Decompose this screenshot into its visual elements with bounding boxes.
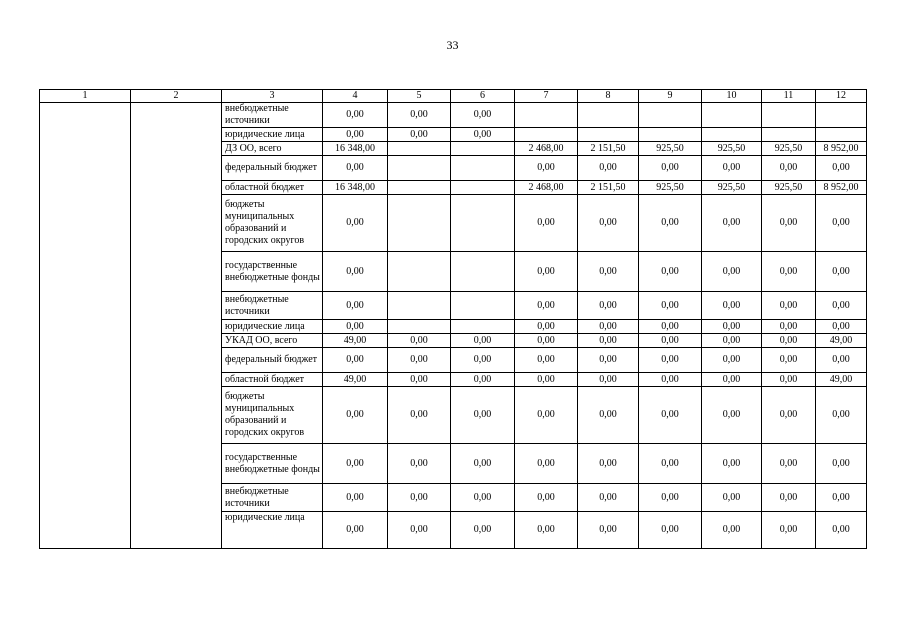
value-cell: 0,00 [323, 195, 388, 252]
value-cell: 0,00 [578, 320, 639, 334]
value-cell: 0,00 [388, 444, 451, 484]
value-cell [451, 181, 515, 195]
value-cell: 8 952,00 [816, 181, 867, 195]
row-label: юридические лица [222, 128, 323, 142]
row-label: юридические лица [222, 320, 323, 334]
value-cell: 2 468,00 [515, 181, 578, 195]
value-cell: 0,00 [639, 484, 702, 512]
row-label: внебюджетные источники [222, 103, 323, 128]
value-cell: 0,00 [816, 387, 867, 444]
value-cell: 0,00 [515, 484, 578, 512]
value-cell: 0,00 [639, 387, 702, 444]
row-label: федеральный бюджет [222, 156, 323, 181]
value-cell: 0,00 [578, 387, 639, 444]
value-cell: 0,00 [762, 387, 816, 444]
value-cell: 0,00 [816, 348, 867, 373]
value-cell: 0,00 [515, 444, 578, 484]
budget-table [39, 89, 867, 549]
value-cell [762, 103, 816, 128]
value-cell: 0,00 [639, 512, 702, 549]
header-cell: 6 [451, 90, 515, 103]
value-cell: 0,00 [323, 444, 388, 484]
value-cell: 0,00 [816, 292, 867, 320]
value-cell: 2 151,50 [578, 142, 639, 156]
value-cell: 0,00 [639, 292, 702, 320]
value-cell: 0,00 [702, 444, 762, 484]
value-cell: 0,00 [578, 156, 639, 181]
value-cell: 0,00 [323, 320, 388, 334]
row-label: бюджеты муниципальных образований и городских округов [222, 387, 323, 444]
value-cell: 0,00 [515, 348, 578, 373]
value-cell: 0,00 [816, 444, 867, 484]
value-cell [388, 181, 451, 195]
value-cell: 0,00 [323, 387, 388, 444]
value-cell: 0,00 [578, 252, 639, 292]
value-cell: 0,00 [515, 320, 578, 334]
value-cell: 0,00 [762, 334, 816, 348]
value-cell: 0,00 [323, 156, 388, 181]
value-cell: 0,00 [702, 252, 762, 292]
value-cell [702, 103, 762, 128]
value-cell: 0,00 [388, 373, 451, 387]
value-cell: 2 468,00 [515, 142, 578, 156]
value-cell: 0,00 [578, 334, 639, 348]
value-cell: 0,00 [388, 334, 451, 348]
column-2-cell [131, 103, 222, 549]
value-cell: 925,50 [762, 181, 816, 195]
header-cell: 4 [323, 90, 388, 103]
value-cell [515, 128, 578, 142]
value-cell: 49,00 [323, 373, 388, 387]
value-cell: 0,00 [451, 387, 515, 444]
value-cell: 0,00 [816, 320, 867, 334]
value-cell: 0,00 [388, 512, 451, 549]
header-cell: 1 [40, 90, 131, 103]
value-cell: 0,00 [639, 252, 702, 292]
value-cell [451, 156, 515, 181]
value-cell: 0,00 [515, 334, 578, 348]
value-cell: 0,00 [515, 195, 578, 252]
value-cell: 0,00 [323, 348, 388, 373]
value-cell: 8 952,00 [816, 142, 867, 156]
value-cell: 0,00 [762, 195, 816, 252]
value-cell: 0,00 [762, 444, 816, 484]
value-cell: 0,00 [702, 484, 762, 512]
value-cell [451, 142, 515, 156]
value-cell: 0,00 [515, 252, 578, 292]
value-cell [451, 320, 515, 334]
value-cell: 0,00 [323, 292, 388, 320]
value-cell [451, 292, 515, 320]
value-cell: 0,00 [323, 103, 388, 128]
value-cell: 0,00 [578, 292, 639, 320]
value-cell: 925,50 [702, 181, 762, 195]
value-cell: 0,00 [451, 103, 515, 128]
row-label: государственные внебюджетные фонды [222, 444, 323, 484]
header-cell: 9 [639, 90, 702, 103]
value-cell: 2 151,50 [578, 181, 639, 195]
value-cell [388, 195, 451, 252]
header-cell: 5 [388, 90, 451, 103]
value-cell: 0,00 [515, 512, 578, 549]
value-cell: 16 348,00 [323, 181, 388, 195]
row-label: федеральный бюджет [222, 348, 323, 373]
value-cell: 0,00 [323, 252, 388, 292]
row-label: государственные внебюджетные фонды [222, 252, 323, 292]
row-label: УКАД ОО, всего [222, 334, 323, 348]
value-cell: 0,00 [451, 444, 515, 484]
value-cell: 16 348,00 [323, 142, 388, 156]
row-label: ДЗ ОО, всего [222, 142, 323, 156]
value-cell [515, 103, 578, 128]
value-cell: 0,00 [578, 484, 639, 512]
value-cell: 0,00 [388, 103, 451, 128]
value-cell [388, 292, 451, 320]
value-cell: 0,00 [702, 348, 762, 373]
value-cell: 0,00 [702, 195, 762, 252]
value-cell: 0,00 [762, 156, 816, 181]
value-cell: 0,00 [702, 320, 762, 334]
value-cell: 0,00 [762, 484, 816, 512]
value-cell: 0,00 [388, 128, 451, 142]
header-cell: 11 [762, 90, 816, 103]
header-cell: 7 [515, 90, 578, 103]
page-number: 33 [446, 38, 459, 52]
column-1-cell [40, 103, 131, 549]
value-cell: 0,00 [762, 348, 816, 373]
value-cell: 0,00 [762, 320, 816, 334]
value-cell: 0,00 [816, 512, 867, 549]
value-cell: 0,00 [515, 373, 578, 387]
header-cell: 8 [578, 90, 639, 103]
value-cell: 0,00 [816, 195, 867, 252]
value-cell: 49,00 [816, 373, 867, 387]
value-cell: 0,00 [762, 373, 816, 387]
value-cell: 925,50 [639, 142, 702, 156]
value-cell: 0,00 [451, 512, 515, 549]
row-label: внебюджетные источники [222, 484, 323, 512]
value-cell [388, 320, 451, 334]
value-cell: 0,00 [816, 252, 867, 292]
value-cell: 0,00 [702, 156, 762, 181]
value-cell: 0,00 [702, 387, 762, 444]
value-cell: 0,00 [702, 512, 762, 549]
value-cell [816, 103, 867, 128]
value-cell: 0,00 [515, 156, 578, 181]
header-row [40, 90, 867, 103]
value-cell [639, 103, 702, 128]
value-cell: 49,00 [323, 334, 388, 348]
value-cell: 0,00 [639, 195, 702, 252]
value-cell [762, 128, 816, 142]
value-cell [639, 128, 702, 142]
header-cell: 10 [702, 90, 762, 103]
row-label: областной бюджет [222, 373, 323, 387]
header-cell: 3 [222, 90, 323, 103]
row-label: внебюджетные источники [222, 292, 323, 320]
value-cell: 0,00 [639, 348, 702, 373]
value-cell: 0,00 [578, 348, 639, 373]
value-cell: 0,00 [451, 373, 515, 387]
value-cell [578, 128, 639, 142]
value-cell: 0,00 [762, 292, 816, 320]
value-cell: 0,00 [702, 292, 762, 320]
value-cell [388, 142, 451, 156]
value-cell: 0,00 [388, 484, 451, 512]
value-cell [388, 156, 451, 181]
value-cell: 0,00 [578, 373, 639, 387]
value-cell: 0,00 [451, 484, 515, 512]
row-label: бюджеты муниципальных образований и городских округов [222, 195, 323, 252]
value-cell: 0,00 [762, 252, 816, 292]
value-cell [388, 252, 451, 292]
value-cell: 0,00 [702, 373, 762, 387]
value-cell: 0,00 [702, 334, 762, 348]
value-cell: 0,00 [816, 484, 867, 512]
value-cell: 0,00 [639, 334, 702, 348]
value-cell [702, 128, 762, 142]
value-cell: 0,00 [323, 484, 388, 512]
value-cell: 925,50 [702, 142, 762, 156]
value-cell: 0,00 [323, 128, 388, 142]
value-cell: 0,00 [515, 292, 578, 320]
value-cell: 0,00 [388, 387, 451, 444]
value-cell: 0,00 [451, 334, 515, 348]
header-cell: 12 [816, 90, 867, 103]
value-cell: 0,00 [639, 373, 702, 387]
value-cell: 0,00 [639, 320, 702, 334]
value-cell: 0,00 [639, 444, 702, 484]
value-cell [451, 195, 515, 252]
value-cell: 0,00 [388, 348, 451, 373]
value-cell [578, 103, 639, 128]
value-cell: 0,00 [762, 512, 816, 549]
value-cell: 0,00 [816, 156, 867, 181]
header-cell: 2 [131, 90, 222, 103]
value-cell: 0,00 [578, 444, 639, 484]
value-cell [816, 128, 867, 142]
row-label: юридические лица [222, 512, 323, 549]
value-cell: 0,00 [578, 512, 639, 549]
value-cell: 49,00 [816, 334, 867, 348]
value-cell: 0,00 [515, 387, 578, 444]
table-row [40, 103, 867, 128]
value-cell: 925,50 [639, 181, 702, 195]
value-cell [451, 252, 515, 292]
value-cell: 0,00 [451, 348, 515, 373]
value-cell: 0,00 [578, 195, 639, 252]
value-cell: 0,00 [451, 128, 515, 142]
value-cell: 925,50 [762, 142, 816, 156]
value-cell: 0,00 [323, 512, 388, 549]
value-cell: 0,00 [639, 156, 702, 181]
row-label: областной бюджет [222, 181, 323, 195]
